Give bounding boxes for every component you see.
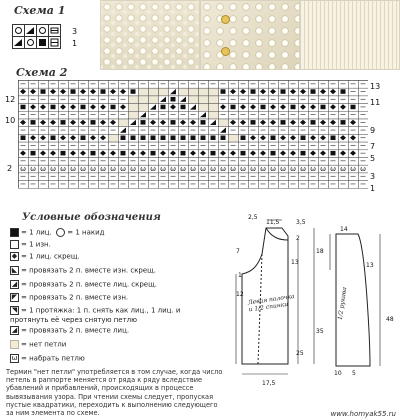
dim-label: 13	[291, 259, 299, 266]
dim-label: 25	[296, 350, 304, 357]
no-stitch-icon	[10, 340, 19, 349]
ssk-icon: ◥	[11, 306, 18, 314]
watermark: www.homyak55.ru	[330, 410, 396, 418]
notes-paragraph: Термин "нет петли" употребляется в том случае, когда число петель в раппорте меняется от ряда к ряду вследствие убавлений и прибавлений, происходящих в процессе вывязывания узора. При чтении схемы следует, пропуская пустые квадратики, переходить к выполнению следующего за ним элемента по схеме.	[6, 368, 223, 418]
svg-text:ω: ω	[290, 164, 296, 173]
dim-label: 13	[366, 262, 374, 269]
svg-text:ω: ω	[60, 164, 66, 173]
dim-label: 10	[334, 370, 342, 377]
svg-text:ω: ω	[130, 164, 136, 173]
scheme2-row-label-right: 11	[370, 98, 381, 107]
p2tog-icon: ◤	[11, 293, 18, 301]
dim-label: 2,5	[248, 214, 258, 221]
dim-label: 12	[236, 291, 244, 298]
legend-item: = 1 изн.	[10, 240, 51, 250]
scheme2-row-label-left: 2	[7, 164, 13, 173]
sleeve-pattern	[326, 226, 398, 376]
legend-item: ω = набрать петлю	[11, 354, 85, 363]
button-icon	[221, 15, 230, 24]
body-pattern	[228, 214, 328, 410]
scheme2-row-label-right: 7	[370, 142, 376, 151]
svg-text:ω: ω	[140, 164, 146, 173]
legend-item: ◢ = провязать 2 п. вместе лиц. скрещ.	[11, 280, 157, 289]
pattern-piece-note: Левая полочка и 1/2 спинки	[247, 292, 296, 314]
svg-text:ω: ω	[40, 164, 46, 173]
knit-photo-rib	[300, 0, 400, 70]
svg-text:ω: ω	[230, 164, 236, 173]
legend-item: = 1 лиц. = 1 накид	[10, 228, 105, 238]
p2tog-tbl-icon: ◣	[11, 266, 18, 274]
dim-label: 14	[340, 226, 348, 233]
twisted-knit-icon: ◆	[11, 252, 18, 260]
svg-text:ω: ω	[50, 164, 56, 173]
dim-label: 48	[386, 316, 394, 323]
svg-text:ω: ω	[340, 164, 346, 173]
knit-photo-cardigan	[200, 0, 300, 70]
dim-label: 5	[352, 370, 356, 377]
sleeve-note: 1/2 рукава	[336, 286, 349, 321]
svg-text:ω: ω	[160, 164, 166, 173]
legend-item: ◣ = провязать 2 п. вместе изн. скрещ.	[11, 266, 156, 275]
knit-photo-texture	[100, 0, 200, 70]
svg-text:ω: ω	[320, 164, 326, 173]
scheme2-title: Схема 2	[16, 66, 68, 79]
svg-text:ω: ω	[300, 164, 306, 173]
legend-title: Условные обозначения	[22, 212, 161, 223]
svg-text:ω: ω	[190, 164, 196, 173]
svg-text:ω: ω	[350, 164, 356, 173]
yarn-over-icon	[56, 228, 65, 237]
dim-label: 18	[316, 248, 324, 255]
svg-text:ω: ω	[20, 164, 26, 173]
svg-text:ω: ω	[110, 164, 116, 173]
svg-text:ω: ω	[270, 164, 276, 173]
legend-item: ◆ = 1 лиц. скрещ.	[11, 252, 80, 261]
scheme2-row-label-left: 12	[5, 95, 16, 104]
dim-label: 17,5	[262, 380, 276, 387]
scheme1-row-label: 1	[72, 39, 78, 48]
dim-label: 35	[316, 328, 324, 335]
svg-text:ω: ω	[280, 164, 286, 173]
scheme2-chart	[18, 80, 368, 190]
k2tog-tbl-icon: ◢	[11, 280, 18, 288]
svg-text:ω: ω	[250, 164, 256, 173]
svg-text:ω: ω	[220, 164, 226, 173]
svg-text:ω: ω	[170, 164, 176, 173]
svg-text:ω: ω	[90, 164, 96, 173]
svg-text:ω: ω	[100, 164, 106, 173]
scheme2-row-label-right: 13	[370, 82, 381, 91]
svg-text:ω: ω	[120, 164, 126, 173]
legend-item: ◥ = 1 протяжка: 1 п. снять как лиц., 1 лиц. и протянуть её через снятую петлю	[10, 306, 181, 324]
scheme2-row-label-right: 3	[370, 172, 376, 181]
svg-text:ω: ω	[240, 164, 246, 173]
dim-label: 1	[238, 272, 242, 279]
scheme2-row-label-right: 9	[370, 126, 376, 135]
purl-stitch-icon	[10, 240, 19, 249]
svg-text:ω: ω	[330, 164, 336, 173]
dim-label: 3,5	[296, 219, 306, 226]
button-icon	[221, 47, 230, 56]
legend-item: ◤ = провязать 2 п. вместе изн.	[11, 293, 129, 302]
scheme1-row-label: 3	[72, 27, 78, 36]
svg-text:ω: ω	[310, 164, 316, 173]
svg-text:ω: ω	[30, 164, 36, 173]
svg-text:ω: ω	[200, 164, 206, 173]
svg-text:ω: ω	[360, 164, 366, 173]
dim-label: 11,5	[266, 219, 280, 226]
scheme2-row-label-right: 5	[370, 154, 376, 163]
svg-text:ω: ω	[260, 164, 266, 173]
make-stitch-icon: ω	[11, 354, 18, 362]
svg-text:ω: ω	[70, 164, 76, 173]
svg-text:ω: ω	[210, 164, 216, 173]
svg-text:ω: ω	[180, 164, 186, 173]
legend-item: = нет петли	[10, 340, 66, 350]
svg-text:ω: ω	[80, 164, 86, 173]
dim-label: 2	[296, 235, 300, 242]
legend-item: ◢ = провязать 2 п. вместе лиц.	[11, 326, 130, 335]
scheme1-title: Схема 1	[14, 4, 66, 17]
svg-text:ω: ω	[150, 164, 156, 173]
dim-label: 7	[236, 248, 240, 255]
knit-stitch-icon	[10, 228, 19, 237]
k2tog-icon: ◢	[11, 326, 18, 334]
scheme2-row-label-right: 1	[370, 184, 376, 193]
scheme2-row-label-left: 10	[5, 116, 16, 125]
scheme1-chart	[12, 24, 72, 52]
